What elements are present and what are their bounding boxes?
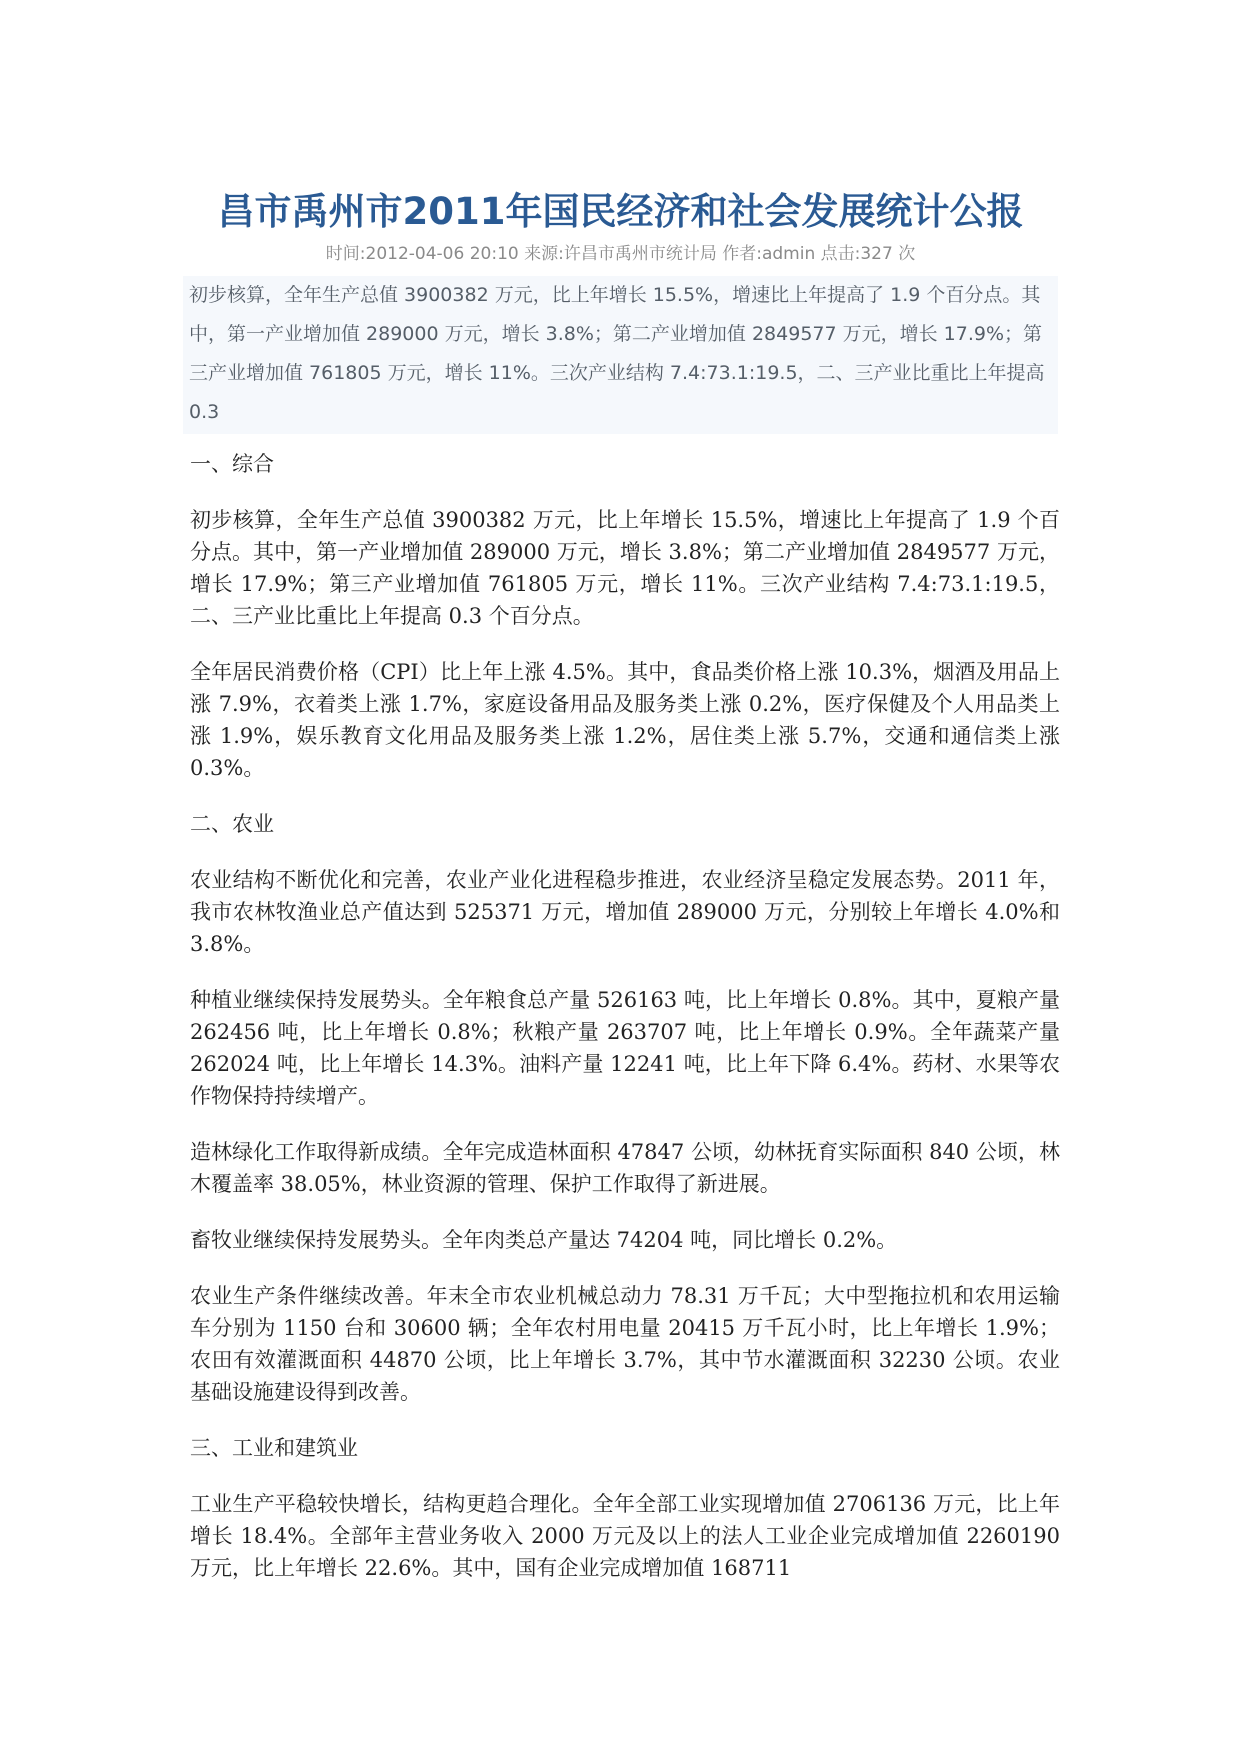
section-heading-general: 一、综合 (190, 452, 274, 476)
paragraph: 造林绿化工作取得新成绩。全年完成造林面积 47847 公顷，幼林抚育实际面积 840 公顷，林木覆盖率 38.05%，林业资源的管理、保护工作取得了新进展。 (190, 1140, 1060, 1196)
article-meta: 时间:2012-04-06 20:10 来源:许昌市禹州市统计局 作者:admin 点击:327 次 (325, 244, 916, 264)
article-body (190, 448, 1060, 1608)
paragraph: 全年居民消费价格（CPI）比上年上涨 4.5%。其中，食品类价格上涨 10.3%，烟酒及用品上涨 7.9%，衣着类上涨 1.7%，家庭设备用品及服务类上涨 0.2%，医疗保健及个人用品类上涨 1.9%，娱乐教育文化用品及服务类上涨 1.2%，居住类上涨 5.7%，交通和通信类上涨 0.3%。 (190, 660, 1060, 780)
summary-box: 初步核算，全年生产总值 3900382 万元，比上年增长 15.5%，增速比上年提高了 1.9 个百分点。其中，第一产业增加值 289000 万元，增长 3.8%；第二产业增加值 2849577 万元，增长 17.9%；第三产业增加值 761805 万元，增长 11%。三次产业结构 7.4:73.1:19.5，二、三产业比重比上年提高 0.3 (183, 276, 1058, 434)
paragraph: 农业生产条件继续改善。年末全市农业机械总动力 78.31 万千瓦；大中型拖拉机和农用运输车分别为 1150 台和 30600 辆；全年农村用电量 20415 万千瓦小时，比上年增长 1.9%；农田有效灌溉面积 44870 公顷，比上年增长 3.7%，其中节水灌溉面积 32230 公顷。农业基础设施建设得到改善。 (190, 1284, 1060, 1404)
paragraph: 农业结构不断优化和完善，农业产业化进程稳步推进，农业经济呈稳定发展态势。2011 年，我市农林牧渔业总产值达到 525371 万元，增加值 289000 万元，分别较上年增长 4.0%和 3.8%。 (190, 868, 1060, 956)
section-heading-industry: 三、工业和建筑业 (190, 1436, 358, 1460)
paragraph: 工业生产平稳较快增长，结构更趋合理化。全年全部工业实现增加值 2706136 万元，比上年增长 18.4%。全部年主营业务收入 2000 万元及以上的法人工业企业完成增加值 2260190 万元，比上年增长 22.6%。其中，国有企业完成增加值 168711 (190, 1492, 1060, 1580)
paragraph: 初步核算，全年生产总值 3900382 万元，比上年增长 15.5%，增速比上年提高了 1.9 个百分点。其中，第一产业增加值 289000 万元，增长 3.8%；第二产业增加值 2849577 万元，增长 17.9%；第三产业增加值 761805 万元，增长 11%。三次产业结构 7.4:73.1:19.5，二、三产业比重比上年提高 0.3 个百分点。 (190, 508, 1060, 628)
paragraph: 种植业继续保持发展势头。全年粮食总产量 526163 吨，比上年增长 0.8%。其中，夏粮产量 262456 吨，比上年增长 0.8%；秋粮产量 263707 吨，比上年增长 0.9%。全年蔬菜产量 262024 吨，比上年增长 14.3%。油料产量 12241 吨，比上年下降 6.4%。药材、水果等农作物保持持续增产。 (190, 988, 1060, 1108)
paragraph: 畜牧业继续保持发展势头。全年肉类总产量达 74204 吨，同比增长 0.2%。 (190, 1228, 898, 1252)
section-heading-agriculture: 二、农业 (190, 812, 274, 836)
page-title: 昌市禹州市2011年国民经济和社会发展统计公报 (217, 190, 1024, 233)
